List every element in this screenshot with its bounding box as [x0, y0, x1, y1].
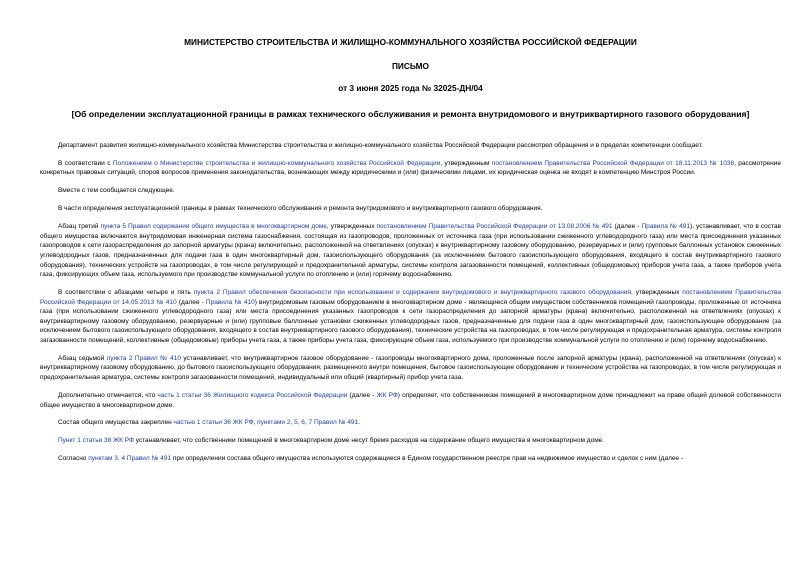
- paragraph-text: , утвержденных: [631, 289, 683, 297]
- paragraph-text: Абзац третий: [58, 223, 101, 231]
- paragraph-text: устанавливает, что внутриквартирное газовое оборудование - газопроводы многоквартирного дома, проложенные после запорной арматуры (крана), расположенной на ответвлениях (опусках) к внутриквартирному газовому оборудованию, до бытового газоиспользующего оборудования, размещенного внутри помещения, бытовое газоиспользующее оборудование и технические устройства на газопроводах, в том числе регулирующая и предохранительная арматура, системы контроля загазованности помещений, индивидуальный или общий (квартирный) прибор учета газа.: [40, 354, 782, 382]
- housing-code-link[interactable]: частью 1 статьи 36 ЖК РФ: [173, 419, 254, 427]
- rules-link[interactable]: Правила № 491: [641, 223, 690, 231]
- paragraph: [40, 354, 781, 383]
- paragraph-text: , рассмотрение конкретных правовых ситуаций, споров вопросов применения законодательства, возникающих между юридическими и (или) физическими лицами, их юридическая оценка не входят в компетенцию Минстроя России.: [40, 159, 782, 177]
- document-body: [40, 141, 781, 464]
- paragraph: [40, 436, 781, 446]
- ministry-heading: МИНИСТЕРСТВО СТРОИТЕЛЬСТВА И ЖИЛИЩНО-КОММУНАЛЬНОГО ХОЗЯЙСТВА РОССИЙСКОЙ ФЕДЕРАЦИИ: [184, 37, 637, 47]
- housing-code-link[interactable]: Пункт 1 статьи 38 ЖК РФ: [58, 437, 134, 445]
- paragraph-text: , утвержденных: [326, 223, 377, 231]
- decree-link[interactable]: постановлением Правительства Российской Федерации от 13.08.2006 № 491: [376, 223, 613, 231]
- paragraph-text: (далее -: [612, 223, 642, 231]
- rules-point-link[interactable]: пункта 2 Правил обеспечения безопасности при использовании и содержании внутридомового и внутриквартирного газового оборудования: [193, 289, 632, 297]
- rules-point-link[interactable]: пункта 2 Правил № 410: [106, 354, 181, 362]
- housing-code-abbr-link[interactable]: ЖК РФ: [376, 391, 398, 399]
- paragraph-text: устанавливает, что собственники помещений в многоквартирном доме несут бремя расходов на содержание общего имущества в многоквартирном доме.: [133, 437, 605, 445]
- paragraph-text: ) определяет, что собственникам помещений в многоквартирном доме принадлежит на праве общей долевой собственности общее имущество в многоквартирном доме.: [40, 391, 781, 409]
- paragraph-text: Департамент развития жилищно-коммунального хозяйства Министерства строительства и жилищно-коммунального хозяйства Российской Федерации рассмотрел обращения и в пределах компетенции сообщает.: [58, 142, 703, 149]
- decree-link[interactable]: постановлением Правительства Российской Федерации от 14.05.2013 № 410: [40, 289, 781, 306]
- paragraph-text: В части определения эксплуатационной границы в рамках технического обслуживания и ремонта внутридомового и внутриквартирного газового оборудования.: [58, 205, 543, 213]
- paragraph-text: В соответствии с абзацами четыре и пять: [58, 289, 194, 297]
- paragraph-text: (далее -: [347, 391, 377, 399]
- rules-link[interactable]: пунктам 3, 4 Правил № 491: [88, 455, 172, 463]
- paragraph: [40, 288, 781, 346]
- paragraph-text: Согласно: [58, 455, 89, 463]
- paragraph-text: , утвержденным: [440, 159, 492, 167]
- date-number-heading: от 3 июня 2025 года № 32025-ДН/04: [338, 83, 483, 93]
- paragraph: [40, 391, 781, 410]
- paragraph-text: при определении состава общего имущества используются содержащиеся в Едином государственном реестре прав на недвижимое имущество и сделок с ним (далее -: [171, 455, 684, 463]
- paragraph-text: (далее -: [176, 298, 206, 306]
- paragraph-text: Абзац седьмой: [58, 354, 107, 362]
- paragraph: [40, 222, 781, 280]
- document-title: [Об определении эксплуатационной границы в рамках технического обслуживания и ремонта внутридомового и внутриквартирного газового оборудования]: [71, 109, 750, 119]
- paragraph-text: .: [358, 419, 360, 427]
- paragraph-text: Дополнительно отмечается, что: [58, 391, 158, 399]
- paragraph-text: ) внутридомовым газовым оборудованием в многоквартирном доме - являющиеся общим имуществом собственников помещений газопроводы, проложенные от источника газа (при использовании сжиженного углеводородного газа) или места присоединения указанных газопроводов к сети газораспределения до запорной арматуры (крана) включительно, расположенной на ответвлениях (опусках) к внутриквартирному газовому оборудованию, резервуарные и (или) групповые баллонные установки сжиженных углеводородных газов, предназначенные для подачи газа в один многоквартирный дом, газоиспользующее оборудование (за исключением бытового газоиспользующего оборудования, входящего в состав внутриквартирного газового оборудования), технические устройства на газопроводах, в том числе регулирующая и предохранительная арматура, системы контроля загазованности помещений, коллективные (общедомовые) приборы учета газа, а также приборы учета газа, фиксирующие объем газа, используемого при производстве коммунальной услуги по отоплению и (или) горячему водоснабжению.: [40, 298, 781, 344]
- paragraph-text: ,: [253, 419, 258, 427]
- rules-point-link[interactable]: пункта 5 Правил содержания общего имущества в многоквартирном доме: [100, 223, 327, 231]
- paragraph-text: Вместе с тем сообщается следующее.: [58, 187, 175, 195]
- regulation-link[interactable]: Положением о Министерстве строительства и жилищно-коммунального хозяйства Российской Федерации: [112, 159, 441, 167]
- paragraph-text: ), устанавливает, что в состав общего имущества включаются внутридомовая инженерная система газоснабжения, состоящая из газопроводов, проложенных от источника газа (при использовании сжиженного углеводородного газа) или места присоединения указанных газопроводов к сети газораспределения до запорной арматуры (крана) включительно, расположенной на ответвлениях (опусках) к внутриквартирному газовому оборудованию, резервуарных и (или) групповых баллонных установок сжиженных углеводородных газов, предназначенных для подачи газа в один многоквартирный дом, газоиспользующего оборудования (за исключением бытового газоиспользующего оборудования, входящего в состав внутриквартирного газового оборудования), технических устройств на газопроводах, в том числе регулирующей и предохранительной арматуры, системы контроля загазованности помещений, коллективных (общедомовых) приборов учета газа, а также приборов учета газа, фиксирующих объем газа, используемого при производстве коммунальной услуги по отоплению и (или) горячему водоснабжению.: [40, 223, 782, 279]
- paragraph-text: В соответствии с: [58, 159, 113, 167]
- paragraph: [40, 418, 781, 428]
- rules-link[interactable]: пунктами 2, 5, 6, 7 Правил № 491: [257, 419, 359, 427]
- paragraph: [40, 454, 781, 464]
- paragraph: [40, 204, 781, 214]
- paragraph: [40, 159, 781, 178]
- decree-link[interactable]: постановлением Правительства Российской Федерации от 18.11.2013 № 1038: [491, 159, 735, 167]
- paragraph-text: Состав общего имущества закреплен: [58, 419, 174, 427]
- paragraph: [40, 141, 781, 151]
- housing-code-link[interactable]: часть 1 статьи 36 Жилищного кодекса Российской Федерации: [157, 391, 348, 399]
- paragraph: [40, 186, 781, 196]
- rules-link[interactable]: Правила № 410: [205, 298, 255, 306]
- document-type-heading: ПИСЬМО: [391, 61, 430, 71]
